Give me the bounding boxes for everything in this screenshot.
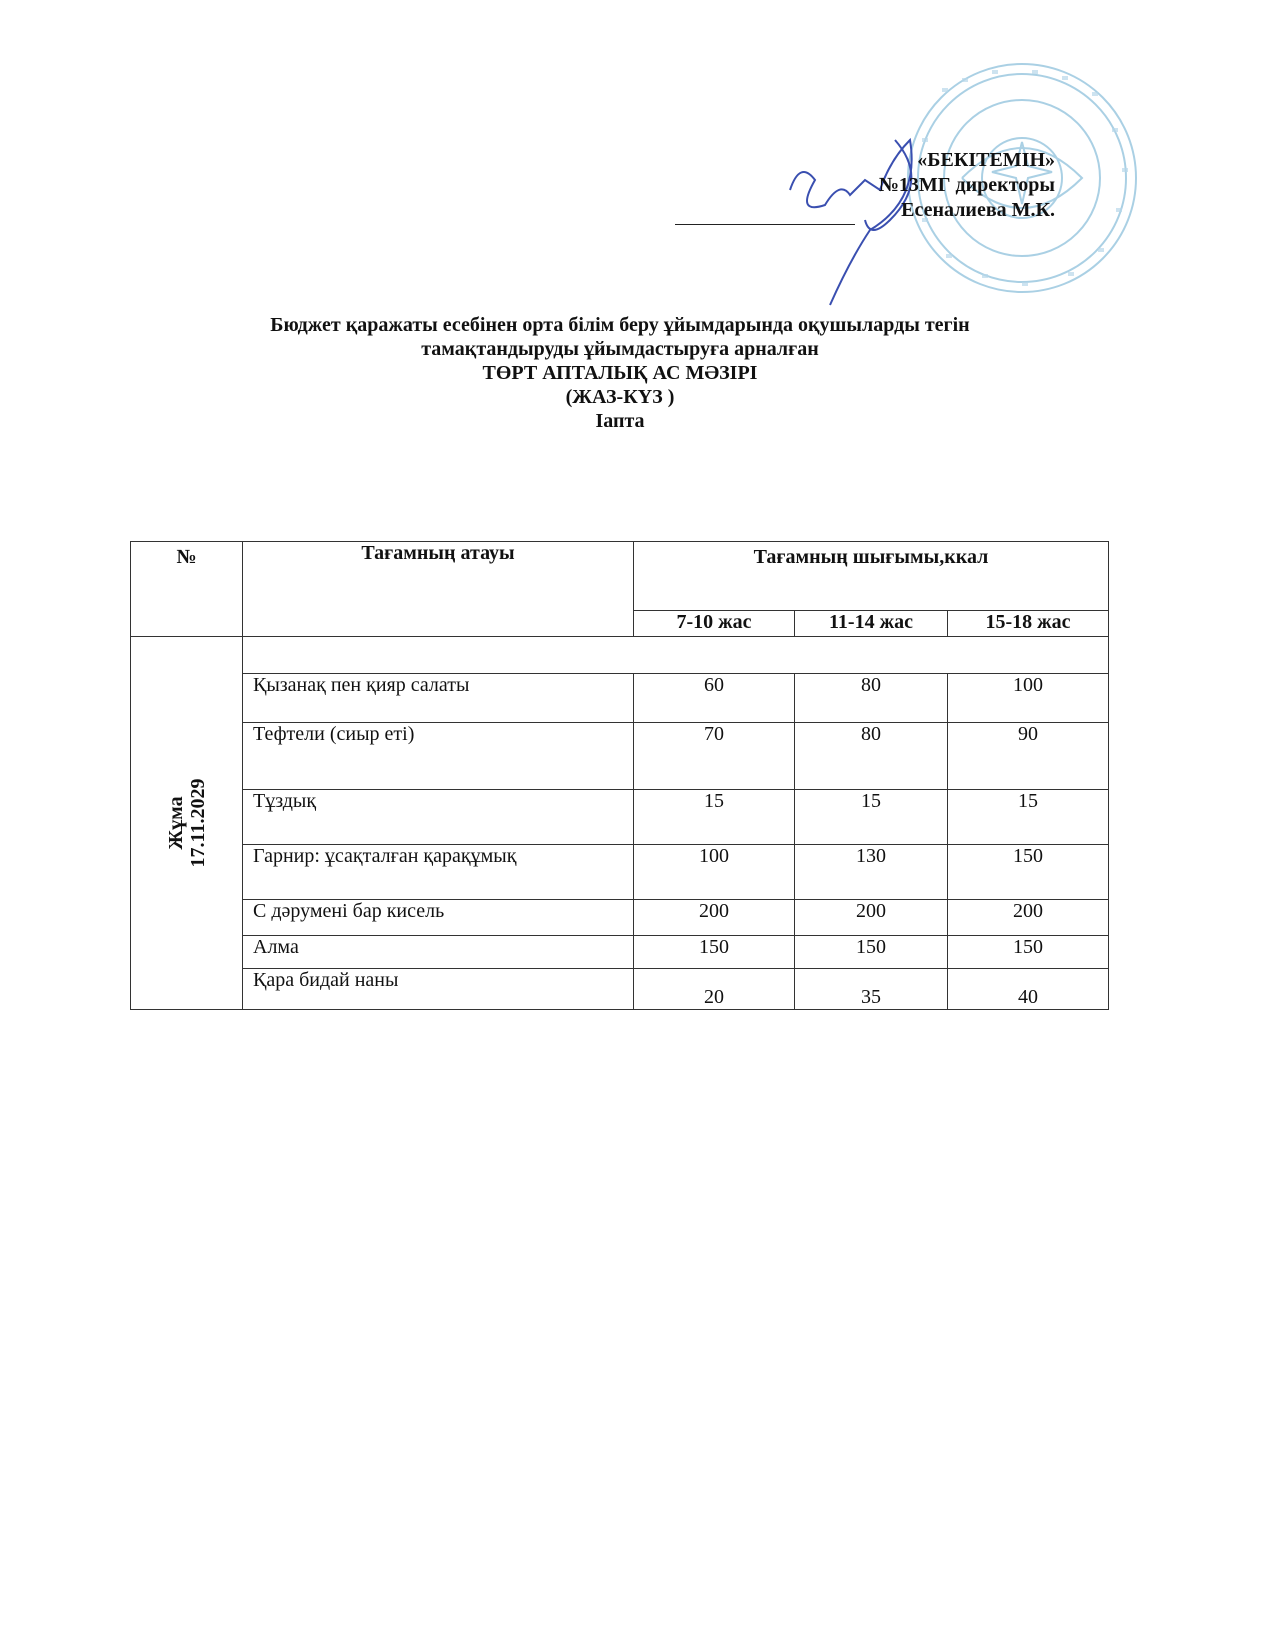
title-line-4: (ЖАЗ-КҮЗ ) (565, 386, 675, 408)
kcal-7-10: 150 (634, 936, 795, 969)
kcal-11-14: 35 (795, 969, 948, 1010)
day-weekday: Жұма (164, 796, 187, 850)
kcal-11-14: 200 (795, 900, 948, 936)
kcal-11-14: 80 (795, 723, 948, 790)
signature-line (675, 224, 855, 225)
dish-name: Қызанақ пен қияр салаты (243, 674, 634, 723)
spacer-cell (243, 637, 1109, 674)
kcal-7-10: 70 (634, 723, 795, 790)
header-age-15-18: 15-18 жас (948, 611, 1109, 637)
kcal-15-18: 15 (948, 790, 1109, 845)
dish-name: С дәрумені бар кисель (243, 900, 634, 936)
approval-position: №13МГ директоры (878, 174, 1055, 196)
title-line-3: ТӨРТ АПТАЛЫҚ АС МӘЗІРІ (482, 362, 758, 384)
day-label (165, 779, 209, 868)
table-row (131, 900, 1109, 936)
dish-name: Гарнир: ұсақталған қарақұмық (243, 845, 634, 900)
header-age-11-14: 11-14 жас (795, 611, 948, 637)
menu-table (130, 541, 1109, 1010)
dish-name: Алма (243, 936, 634, 969)
table-row (131, 637, 1109, 674)
table-row (131, 845, 1109, 900)
header-dish-name: Тағамның атауы (243, 542, 634, 637)
title-line-2: тамақтандыруды ұйымдастыруға арналған (421, 338, 819, 360)
table-row (131, 969, 1109, 1010)
table-row (131, 936, 1109, 969)
kcal-15-18: 150 (948, 845, 1109, 900)
kcal-11-14: 80 (795, 674, 948, 723)
kcal-7-10: 60 (634, 674, 795, 723)
kcal-15-18: 100 (948, 674, 1109, 723)
kcal-15-18: 150 (948, 936, 1109, 969)
approval-heading: «БЕКІТЕМІН» (917, 149, 1055, 171)
kcal-15-18: 40 (948, 969, 1109, 1010)
table-row (131, 790, 1109, 845)
title-line-5: Іапта (595, 410, 645, 432)
title-line-1: Бюджет қаражаты есебінен орта білім беру ұйымдарында оқушыларды тегін (270, 314, 970, 336)
dish-name: Тефтели (сиыр еті) (243, 723, 634, 790)
header-row (131, 542, 1109, 611)
kcal-15-18: 90 (948, 723, 1109, 790)
header-kcal: Тағамның шығымы,ккал (634, 542, 1109, 611)
header-num: № (131, 542, 243, 637)
kcal-11-14: 15 (795, 790, 948, 845)
kcal-7-10: 100 (634, 845, 795, 900)
document-title (140, 313, 1100, 433)
kcal-7-10: 200 (634, 900, 795, 936)
kcal-11-14: 130 (795, 845, 948, 900)
approval-block (695, 148, 1055, 223)
dish-name: Қара бидай наны (243, 969, 634, 1010)
kcal-15-18: 200 (948, 900, 1109, 936)
dish-name: Тұздық (243, 790, 634, 845)
table-row (131, 723, 1109, 790)
approval-name: Есеналиева М.К. (901, 199, 1055, 221)
day-date: 17.11.2029 (186, 778, 209, 868)
day-cell (131, 637, 243, 1010)
kcal-11-14: 150 (795, 936, 948, 969)
header-age-7-10: 7-10 жас (634, 611, 795, 637)
kcal-7-10: 20 (634, 969, 795, 1010)
kcal-7-10: 15 (634, 790, 795, 845)
table-row (131, 674, 1109, 723)
